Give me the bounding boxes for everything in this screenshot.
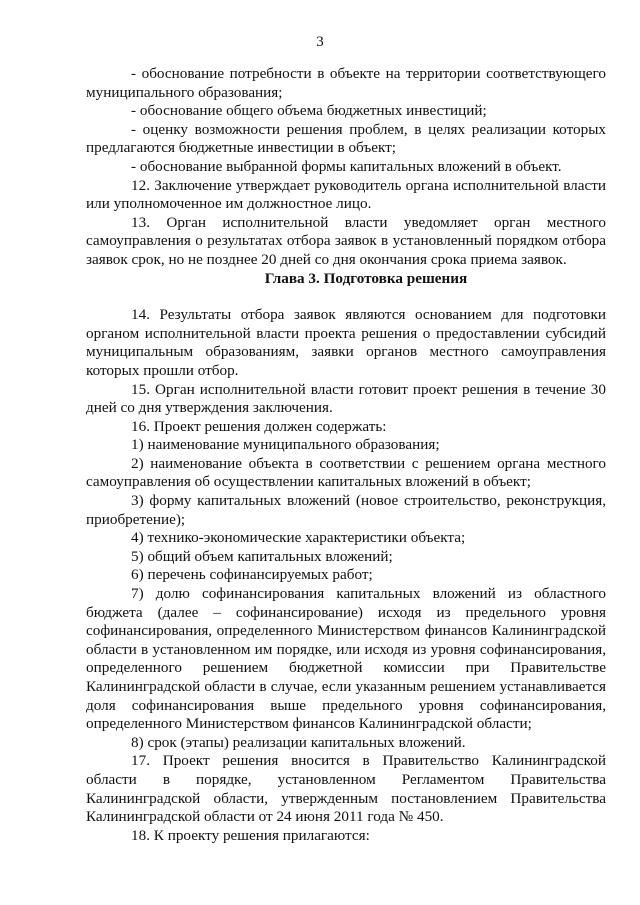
list-item: 2) наименование объекта в соответствии с решением органа местного самоуправления об осуществлении капитальных вложений в объект; (86, 454, 606, 491)
list-item: 4) технико-экономические характеристики объекта; (131, 529, 466, 547)
list-item: 1) наименование муниципального образования; (131, 436, 440, 454)
paragraph: 16. Проект решения должен содержать: (131, 417, 387, 435)
paragraph: 12. Заключение утверждает руководитель органа исполнительной власти или уполномоченное им должностное лицо. (86, 176, 606, 213)
document-body (86, 65, 606, 845)
list-item: 5) общий объем капитальных вложений; (131, 547, 393, 565)
list-item: 8) срок (этапы) реализации капитальных вложений. (131, 733, 466, 751)
paragraph: - оценку возможности решения проблем, в целях реализации которых предлагаются бюджетные инвестиции в объект; (86, 120, 606, 157)
paragraph: 15. Орган исполнительной власти готовит проект решения в течение 30 дней со дня утверждения заключения. (86, 380, 606, 417)
paragraph: 14. Результаты отбора заявок являются основанием для подготовки органом исполнительной власти проекта решения о предоставлении субсидий муниципальным образованиям, заявки органов местного самоуправления которых прошли отбор. (86, 306, 606, 379)
list-item: 7) долю софинансирования капитальных вложений из областного бюджета (далее – софинансирование) исходя из предельного уровня софинансирования, определенного Министерством финансов Калининградской области в установленном им порядке, или исходя из уровня софинансирования, определенного решением бюджетной комиссии при Правительстве Калининградской области в случае, если указанным решением устанавливается доля софинансирования выше предельного уровня софинансирования, определенного Министерством финансов Калининградской области; (86, 585, 606, 733)
chapter-heading: Глава 3. Подготовка решения (264, 269, 468, 287)
paragraph: - обоснование потребности в объекте на территории соответствующего муниципального образования; (86, 65, 606, 101)
list-item: 6) перечень софинансируемых работ; (131, 566, 373, 584)
page-number: 3 (316, 34, 324, 50)
list-item: 3) форму капитальных вложений (новое строительство, реконструкция, приобретение); (86, 492, 606, 528)
paragraph: 13. Орган исполнительной власти уведомляет орган местного самоуправления о результатах отбора заявок в установленный порядком отбора заявок срок, но не позднее 20 дней со дня окончания срока приема заявок. (86, 213, 606, 268)
paragraph: 18. К проекту решения прилагаются: (131, 826, 370, 844)
paragraph: 17. Проект решения вносится в Правительство Калининградской области в порядке, установленном Регламентом Правительства Калининградской области, утвержденным постановлением Правительства Калининградской области от 24 июня 2011 года № 450. (86, 752, 606, 826)
paragraph: - обоснование общего объема бюджетных инвестиций; (131, 102, 487, 120)
paragraph: - обоснование выбранной формы капитальных вложений в объект. (131, 157, 562, 175)
